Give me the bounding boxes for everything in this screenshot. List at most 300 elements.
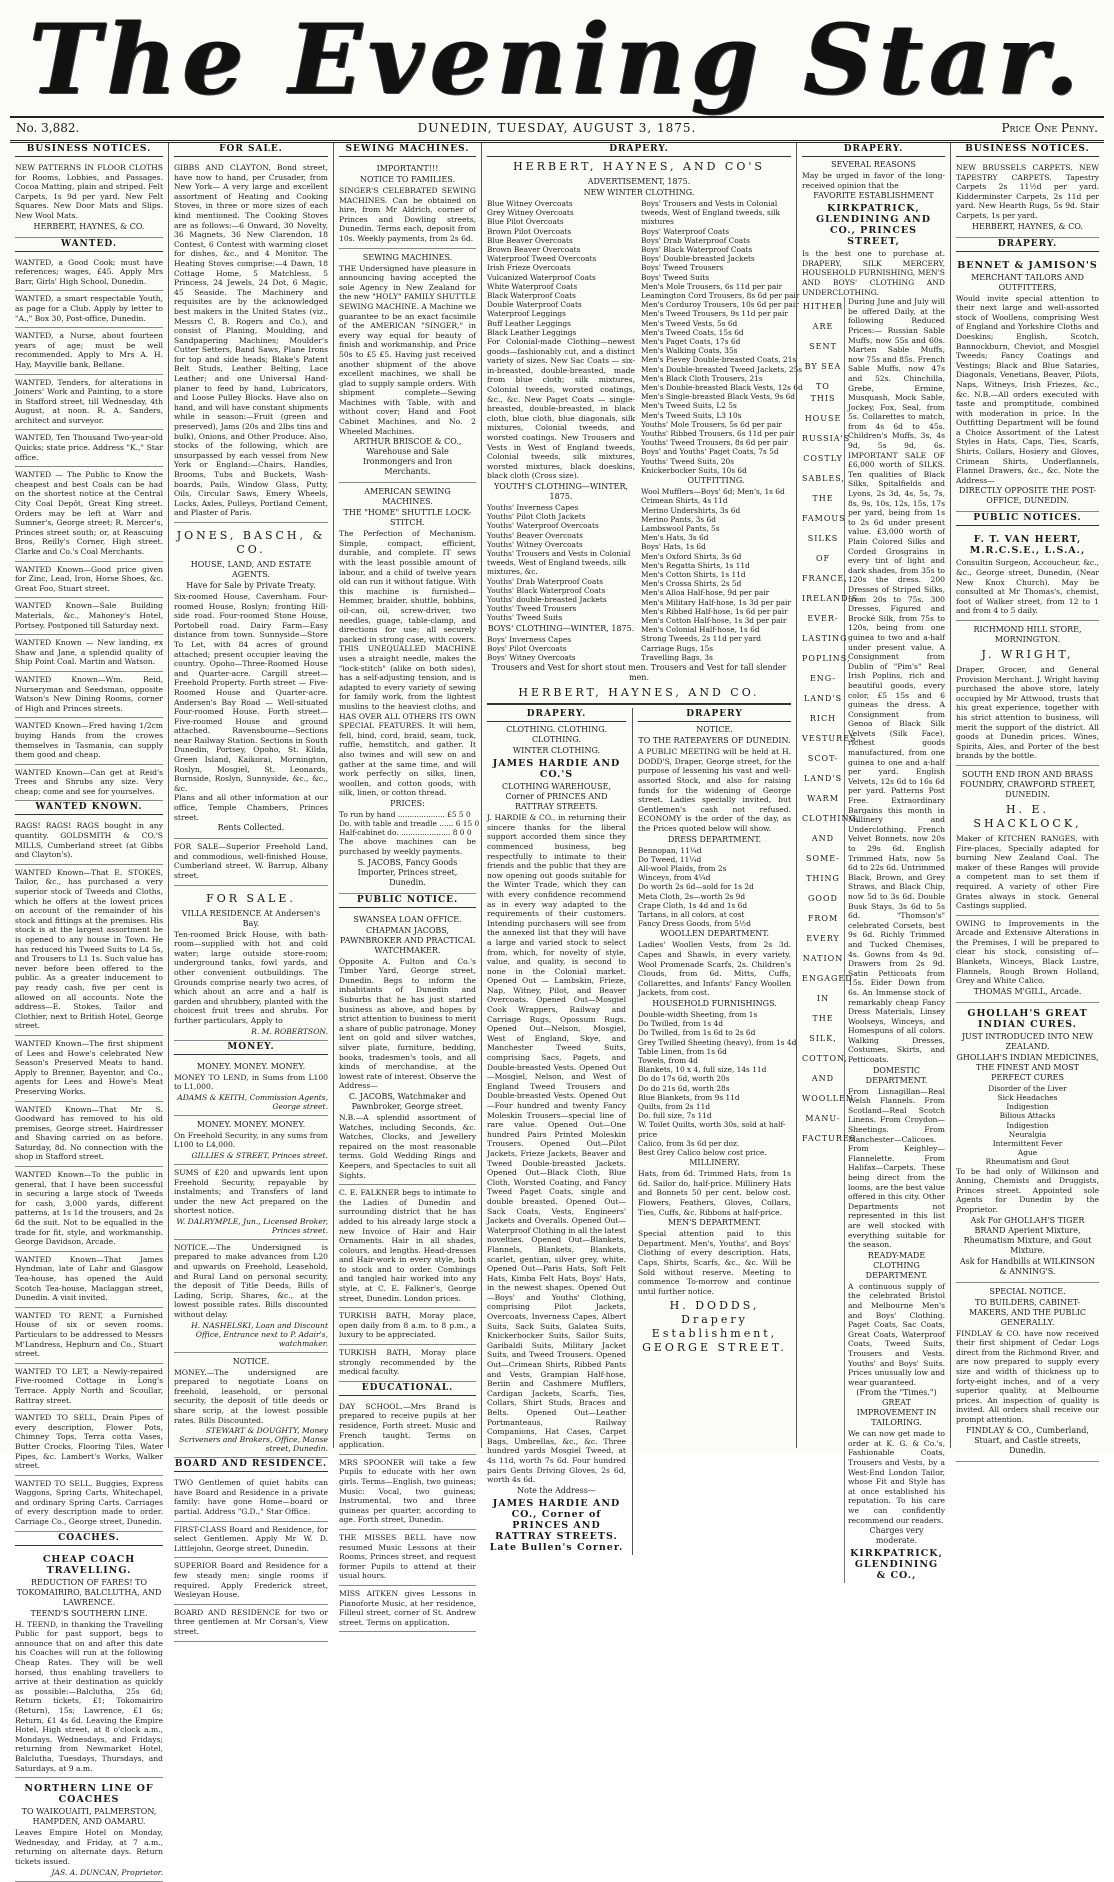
list-item: Youths' double-breasted Jackets <box>487 594 607 604</box>
ad-subtitle: BOYS' CLOTHING—WINTER, 1875. <box>487 623 635 633</box>
list-item: Men's Military Half-hose, 1s 3d per pair <box>641 597 791 607</box>
ad-subtitle: YOUTH'S CLOTHING—WINTER, 1875. <box>493 481 629 501</box>
ad-subtitle: (From the "Times.") GREAT IMPROVEMENT IN TAILORING. <box>856 1388 937 1428</box>
ad-body: WANTED TO SELL, Drain Pipes of every description, Flower Pots, Chimney Tops, Terra cotta Vases, Butter Crocks, Flooring Tiles, Water Pipes, &c. Lambert's Works, Walker street. <box>15 1413 163 1471</box>
vertical-word: AND <box>811 1074 835 1084</box>
ad-name: KIRKPATRICK, GLENDINING AND CO., PRINCES STREET, <box>816 203 931 248</box>
ad-body: WANTED Known—Good price given for Zinc, Lead, Iron, Horse Shoes, &c. Great Foo, Stuart street. <box>15 564 163 593</box>
ad-title: NORTHERN LINE OF COACHES <box>24 1783 154 1806</box>
vertical-word: ARE <box>812 322 834 332</box>
list-item: Towels, from 4d <box>638 1055 698 1065</box>
overcoat-list <box>487 199 635 337</box>
vertical-word: COTTON, <box>802 1054 849 1064</box>
list-item: Youths' Black Waterproof Coats <box>487 585 606 595</box>
advertisement <box>15 672 163 718</box>
list-item: Intermittent Fever <box>992 1139 1063 1149</box>
advertisement <box>339 160 476 249</box>
section-heading: DRAPERY. <box>956 238 1099 252</box>
list-item: Boys' Tweed Trousers <box>641 263 724 273</box>
list-item: Grey Witney Overcoats <box>487 208 574 218</box>
ad-body: THE Undersigned have pleasure in announcing having accepted the sole Agency in New Zealand for the new "HOLY" FAMILY SHUTTLE SEWING MACHINE. A Machine we guarantee to be an exact facsimile of the AMERICAN "SINGER," in every way equal for beauty of finish and workmanship, and Price 50s to £5 £5. Having just received another shipment of the above excellent machines, we shall be glad to supply sample orders. With shipment complete—Sewing Machines with Table, with and without cover; Hand and Foot Cabinet Machines, and No. 2 Wheeled Machines. <box>339 263 476 436</box>
advertisement <box>15 1778 163 1881</box>
list-item: Youths' Pilot Cloth Jackets <box>487 512 586 522</box>
ad-body: Ten-roomed Brick House, with bath-room—supplied with hot and cold water; large outside store-room; underground tanks, fowl yards, and other convenient outbuildings. The Grounds comprise nearly two acres, of which about an acre and a half is garden and shrubbery, planted with the choicest fruit trees and shrubs. For further particulars, Apply to <box>174 929 328 1025</box>
ad-signature: FINDLAY & CO., Cumberland, Stuart, and Castle streets, Dunedin. <box>966 1425 1089 1455</box>
ad-subtitle: CLOTHING WAREHOUSE, Corner of PRINCES AND RATTRAY STREETS. <box>501 782 611 812</box>
ad-body: SINGER'S CELEBRATED SEWING MACHINES. Can be obtained on hire, from Mr Aldrich, corner of Princes and Dowling streets, Dunedin. Terms each, deposit from 10s. Weekly payments, from 2s 6d. <box>339 186 476 243</box>
section-heading: DRAPERY. <box>487 708 626 722</box>
ad-subtitle: MEN'S DEPARTMENT. <box>668 1218 761 1228</box>
vertical-word: WARM <box>807 794 839 804</box>
list-item: Irish Frieze Overcoats <box>487 263 571 273</box>
list-item: Carriage Rugs, 15s <box>641 643 714 653</box>
vertical-word: WOOLLEN <box>802 1094 854 1104</box>
divider <box>487 703 791 705</box>
ad-subtitle: Trousers and Vest for short stout men. Trousers and Vest for tall slender men. <box>491 663 787 683</box>
ad-body: From Lisnagillan—Real Welsh Flannels. From Scotland—Real Scotch Linens. From Croydon—Sheetings. From Manchester—Calicoes. From Keighley—Flannelette. From Halifax—Carpets. These being direct from the looms, are the best value offered in this city. Other Departments not represented in this list are well stocked with everything suitable for the season. <box>848 1086 945 1250</box>
list-item: Black Leather Leggings <box>487 327 577 337</box>
list-item: Indigestion <box>1006 1102 1049 1112</box>
advertisement <box>174 1522 328 1559</box>
section-heading: PUBLIC NOTICES. <box>956 512 1099 526</box>
advertisement <box>339 1530 476 1586</box>
list-item: Tartans, in all colors, at cost <box>638 909 745 919</box>
list-item: Black Waterproof Coats <box>487 291 576 301</box>
vertical-word: LAND'S <box>803 774 843 784</box>
prices-title: PRICES: <box>390 798 425 808</box>
vertical-word: ENGAGED <box>802 974 853 984</box>
ad-signature: STEWART & DOUGHTY, Money Scriveners and Brokers, Office, Manse street, Dunedin. <box>179 1426 328 1454</box>
ad-body: FINDLAY & CO. have now received their first shipment of Cedar Logs direct from the Richmond River, and are now prepared to supply every size and width of thickness up to forty-eight inches, and of a very superior quality, at Melbourne prices. An inspection of quality is invited. All orders shall receive our prompt attention. <box>956 1328 1099 1424</box>
ad-body: The above machines can be purchased by weekly payments. <box>339 837 476 857</box>
advertisement <box>15 865 163 1036</box>
list-item: Men's Colonial Half-hose, 1s 6d <box>641 625 760 635</box>
ad-signature: H. NASHELSKI, Loan and Discount Office, Entrance next to P. Adair's, watchmaker. <box>191 1320 328 1348</box>
ad-body: OWING to Improvements in the Arcade and Extensive Alterations in the Premises, I will be prepared to clear his stock, consisting of— Blankets, Winceys, Black Lustre, Flannels, Rough Brown Holland, Grey and White Calico. <box>956 918 1099 986</box>
ad-subtitle: OUTFITTING. <box>687 476 745 486</box>
advertisement <box>15 598 163 635</box>
list-item: Table Linen, from 1s 6d <box>638 1046 727 1056</box>
dress-list <box>638 846 791 929</box>
ad-body: Hats, from 6d. Trimmed Hats, from 1s 6d. Sailor do, half-price. Millinery Hats and Bonnets 50 per cent. below cost. Flowers, Feathers, Gloves, Collars, Ties, Cuffs, &c. Ribbons at half-price. <box>638 1169 791 1217</box>
advertisement <box>174 886 328 1041</box>
ad-signature: H. DODDS, Drapery Establishment, GEORGE STREET. <box>642 1299 787 1355</box>
advertisement <box>15 562 163 599</box>
ad-signature: JAS. A. DUNCAN, Proprietor. <box>51 1867 163 1877</box>
ad-signature: JAMES HARDIE AND CO., Corner of PRINCES AND RATTRAY STREETS. Late Bullen's Corner. <box>489 1497 624 1553</box>
list-item: Men's Cotton Half-hose, 1s 3d per pair <box>641 615 787 625</box>
advertisement <box>339 911 476 1185</box>
ad-title: CLOTHING. CLOTHING. CLOTHING. <box>506 725 607 745</box>
list-item: Men's Paget Coats, 17s 6d <box>641 337 741 347</box>
price-list <box>339 809 480 838</box>
vertical-word: RUSSIA'S <box>802 434 851 444</box>
ad-subtitle: TO BUILDERS, CABINET-MAKERS, AND THE PUBLIC GENERALLY. <box>969 1297 1086 1327</box>
column-3 <box>333 143 481 1627</box>
list-item: Brown Pilot Overcoats <box>487 226 572 236</box>
advertisement <box>339 1455 476 1530</box>
ad-subtitle: HOUSE, LAND, AND ESTATE AGENTS. <box>190 559 312 579</box>
advertisement <box>956 255 1099 513</box>
ad-body: C. E. FALKNER begs to intimate to the Ladies of Dunedin and surrounding district that he has added to his already large stock a new Invoice of Hair and Hair Ornaments. Hair in all shades, colours, and lengths. Head-dresses and Hair-work in every style, both to stock and to order. Combings and tangled hair worked into any style, at C. E. Falkner's, George street, Dunedin. London prices. <box>339 1188 476 1303</box>
list-item: Men's Corduroy Trousers, 10s 6d per pair <box>641 300 799 310</box>
list-item: Blue Blankets, from 9s 11d <box>638 1092 740 1102</box>
ad-body: Plans and all other information at our office, Temple Chambers, Princes street. <box>174 793 328 822</box>
advertisement <box>339 249 476 484</box>
outfitting-list <box>641 487 791 662</box>
ad-body: For Colonial-made Clothing—newest goods—fashionably cut, and a distinct variety of sizes. New Sac Coats — six-in-breasted, double-breasted, made from blue cloth; silk mixtures, Colonial tweeds, worsted coatings, &c., &c. New Paget Coats — single-breasted, double-breasted, in black cloth, blue cloth, blue diagonals, silk mixtures, Colonial tweeds, and worsted coatings. New Trousers and Vests in West of England tweeds, Colonial tweeds, silk mixtures, worsted mixtures, black doeskins, black cloth (Cross size). <box>487 337 635 481</box>
list-item: Men's Tweed Vests, 5s 6d <box>641 318 738 328</box>
section-heading: EDUCATIONAL. <box>339 1382 476 1396</box>
ad-subtitle: WOOLLEN DEPARTMENT. <box>660 929 769 939</box>
list-item: Bilious Attacks <box>999 1111 1056 1121</box>
ad-body: DAY SCHOOL.—Mrs Brand is prepared to receive pupils at her residence, Forth street. Music and French taught. Terms on application. <box>339 1401 476 1450</box>
vertical-word: EVER- <box>807 614 839 624</box>
ad-body: WANTED TO LET, a Newly-repaired Five-roomed Cottage in Long's Terrace. Apply North and Scoullar, Rattray street. <box>15 1366 163 1405</box>
ad-body: WANTED, a smart respectable Youth, as page for a Club. Apply by letter to "A.," Box 30, Post-office, Dunedin. <box>15 294 163 323</box>
list-item: Men's Pievey Double-breasted Coats, 21s <box>641 355 797 365</box>
vertical-word: OF <box>815 554 831 564</box>
ad-body: Draper, Grocer, and General Provision Merchant. J. Wright having purchased the above store, lately occupied by Mr Attwood, trusts that his great experience, together with his strict attention to business, will merit the support of the district. All goods at Dunedin prices. Wines, Spirits, Ales, and Porter of the best brands by the bottle. <box>956 665 1099 761</box>
advertisement <box>174 160 328 523</box>
advertisement <box>339 1185 476 1308</box>
ad-subtitle: DRESS DEPARTMENT. <box>667 834 762 844</box>
list-item: Quilts, from 2s 11d <box>638 1101 711 1111</box>
advertisement <box>15 635 163 672</box>
ailment-list <box>956 1084 1099 1167</box>
ad-name: JAMES HARDIE AND CO.'S <box>492 758 621 781</box>
vertical-word: COSTLY <box>803 454 843 464</box>
list-item: Do Twilled, from 1s 4d <box>638 1019 723 1029</box>
ad-subtitle: VILLA RESIDENCE At Andersen's Bay. <box>181 908 321 928</box>
vertical-word: FROM <box>807 914 839 924</box>
list-item: Do do 17s 6d, worth 20s <box>638 1074 730 1084</box>
vertical-word: RICH <box>809 714 837 724</box>
list-item: Double Waterproof Coats <box>487 300 582 310</box>
list-item: Boys' and Youths' Paget Coats, 7s 5d <box>641 447 779 457</box>
ad-subtitle: CHAPMAN JACOBS, PAWNBROKER AND PRACTICAL WATCHMAKER. <box>340 925 475 955</box>
ad-body: WANTED, Tenders, for alterations in Joiners' Work and Painting, to a store in Stafford street, till Wednesday, 4th August, at noon. R. A. Sanders, architect and surveyor. <box>15 377 163 425</box>
youths-list <box>487 503 635 623</box>
ad-body: During June and July will be offered Daily, at the following Reduced Prices:— Russian Sable Muffs, now 55s and 60s. Marten Sable Muffs, now 75s and 85s. French Sable Muffs, now 47s and 52s. Chinchilla, Grebe, Ermine, Musquash, Mock Sable, Jockey, Fox, Seal, from 5s. Collarettes to match, from 4s 6d to 45s. Children's Muffs, 3s, 4s 9d, 5s 9d, 6s. IMPORTANT SALE OF £6,000 worth of SILKS. Ten qualities of Black Silks, Spitalfields and Lyons, 2s 3d, 4s, 5s, 7s, 8s, 9s, 10s, 12s, 15s, 17s per yard, being from 1s to 2s 6d under present value. £3,000 worth of Plain Colored Silks and Corded Grosgrains in every tint of light and dark shades, from 35s to 120s the dress. 200 Dresses of Striped Silks, from 20s to 75s. 300 Dresses, Figured and Brocké Silk, from 75s to 120s, being from one guinea to two and a-half under present value. A Consignment from Dublin of "Pim's" Real Irish Poplins, rich and beautiful goods, every color, £5 15s and 6 guineas the dress. A Consignment from Genoa of Black Silk Velvets (Silk Face), richest goods manufactured, from one guinea to one and a-half per yard. English Velvets, 12s 6d to 16s 6d per yard. Patterns Post Free. Extraordinary Bargains this month in Millinery and Underclothing. French Velvet Bonnets, now 20s to 29s 6d. English Trimmed Hats, now 5s 6d to 22s 6d. Untrimmed Black, Brown, and Grey Straws, and Black Chip, now 5d to 3s 6d. Double Busk Stays, 3s 6d to 5s 6d. "Thomson's" celebrated Corsets, best 9s 6d. Richly Trimmed and Tucked Chemises, 4s. Gowns from 4s 9d. Drawers from 2s 9d. Satin Petticoats from 15s. Eider Down from 6s. An Immense stock of remarkably cheap Fancy Dress Materials, Linsey Woolseys, Winceys, and Homespuns of all colors. Walking Dresses, Costumes, Skirts, and Petticoats. <box>848 297 945 1065</box>
vertical-word: HOUSE <box>804 414 842 424</box>
list-item: Winceys, from 4¼d <box>638 873 711 883</box>
vertical-word-list <box>802 297 861 1149</box>
ad-subtitle: TO WAIKOUAITI, PALMERSTON, HAMPDEN, AND OAMARU. <box>21 1807 157 1827</box>
ad-body: Special attention paid to this Department. Men's, Youths', and Boys' Clothing of every description. Hats, Caps, Shirts, Scarfs, &c., &c. Will be Sold without reserve. Meeting to commence To-morrow and continue until further notice. <box>638 1229 791 1296</box>
vertical-word: NATION <box>802 954 844 964</box>
ad-title: MONEY. MONEY. MONEY. <box>196 1119 306 1129</box>
two-column-lists <box>487 199 803 662</box>
list-item: Buff Leather Leggings <box>487 318 571 328</box>
advertisement <box>956 1283 1099 1462</box>
left-sub-column <box>487 199 635 662</box>
list-item: Men's Black Cloth Trousers, 21s <box>641 373 763 383</box>
list-item: Boys' Double-breasted Jackets <box>641 254 755 264</box>
ad-title: SEVERAL REASONS <box>831 160 916 169</box>
ad-name: H. E. SHACKLOCK, <box>973 802 1082 830</box>
advertisement <box>15 430 163 467</box>
advertisement <box>15 160 163 238</box>
advertisement <box>956 529 1099 621</box>
section-heading: DRAPERY. <box>487 143 791 157</box>
advertisement <box>174 1165 328 1240</box>
vertical-word: MANU- <box>805 1114 841 1124</box>
ad-body: TURKISH BATH, Moray place strongly recommended by the medical faculty. <box>339 1348 476 1377</box>
columns <box>10 143 1104 1877</box>
vertical-word: SOME- <box>806 854 840 864</box>
vertical-word: SABLES, <box>802 474 846 484</box>
vertical-word: IRELAND'S <box>802 594 859 604</box>
vertical-word: FACTURES <box>802 1134 857 1144</box>
ad-body: BOARD AND RESIDENCE for two or three gentlemen at Mr Corsan's, View street. <box>174 1607 328 1636</box>
masthead <box>10 3 1104 116</box>
vertical-word: CLOTHING, <box>802 814 861 824</box>
ad-signature: S. JACOBS, Fancy Goods Importer, Princes street, Dunedin. <box>357 857 458 887</box>
ad-subtitle: MERCHANT TAILORS AND OUTFITTERS, <box>971 272 1084 292</box>
ad-title: CHEAP COACH TRAVELLING. <box>42 1553 136 1576</box>
advertisement <box>15 1364 163 1410</box>
list-item: Boys' Hats, 1s 6d <box>641 542 706 552</box>
advertisement <box>956 766 1099 916</box>
ad-body: SUMS of £20 and upwards lent upon Freehold Security, repayable by instalments; and Transfers of land under the new Act prepared on the shortest notice. <box>174 1167 328 1216</box>
ad-body: WANTED, a Good Cook; must have references; wages, £45. Apply Mrs Barr, Girls' High School, Dunedin. <box>15 257 163 286</box>
ad-subtitle: FAVORITE ESTABLISHMENT <box>813 191 934 201</box>
drapery-pair <box>487 708 797 1555</box>
list-item: Fancy Dress Goods, from 5½d <box>638 919 751 929</box>
advertisement <box>956 916 1099 1003</box>
ad-body: THE MISSES BELL have now resumed Music Lessons at their Rooms, Princes street, and request former Pupils to attend at their usual hours. <box>339 1532 476 1581</box>
ad-body: GIBBS AND CLAYTON, Bond street, have now to hand, per Crusader, from New York— A very large and excellent assortment of Heating and Cooking Stoves, in three or more sizes of each kind mentioned. The Cooking Stoves are as follows:—6 Onward, 30 Novelty, 36 Magnets, 36 New Clarendon, 18 Contest, 6 Contest with warming closet for dishes, &c., and 4 Monitor. The Heating Stoves comprise:—4 Dawn, 18 Cottage Home, 5 Matchless, 5 Princess, 24 Jewels, 24 Dot, 6 Magic, 45 Seaside. The Machinery and requisites are by the acknowledged best makers in the United States (viz., Messrs C. B. Rogers and Co.), and consist of Planing, Moulding, and Sandpapering Machines; Moulder's Cutter Setters, Band Saws, Plane Irons for top and side heads; Blake's Patent Belt Studs, Leather Belting, Lace Leather; and one Universal Hand-planer to feed by hand, Lubricators, and Loose Pulley Blocks. Have also on hand, and will have constant shipments while in season:—Fruit (green and preserved), Jams (20s and 2lbs tins and bulk), Onions, and Other Produce. Also, stocks of the following, which are unsurpassed by each vessel from New York or England:—Chairs, Handles, Brooms, Tubs and Buckets, Wash-boards, Pails, Window Glass, Putty, Oils, Circular Saws, Emery Wheels, Locks, Axles, Pulleys, Portland Cement, and Plaster of Paris. <box>174 163 328 518</box>
advertisement <box>15 1252 163 1308</box>
list-item: Boys' Tweed Suits <box>641 272 709 282</box>
list-item: All-wool Plaids, from 2s <box>638 863 727 873</box>
kirk-details <box>848 297 945 1583</box>
list-item: Sick Headaches <box>997 1093 1058 1103</box>
list-item: Men's Tweed Trousers, 9s 11d per pair <box>641 309 788 319</box>
list-item: Men's Regatta Shirts, 1s 11d <box>641 560 750 570</box>
list-item: Men's Single-breasted Black Vests, 9s 6d <box>641 392 796 402</box>
column-5 <box>796 143 950 1582</box>
advertisement <box>15 1036 163 1102</box>
advertisement <box>174 839 328 885</box>
ad-subtitle: Charges very moderate. <box>869 1526 924 1546</box>
ad-body: WANTED Known—Wm. Reid, Nurseryman and Seedsman, opposite Watson's New Dining Rooms, corner of High and Princes streets. <box>15 674 163 713</box>
ad-subtitle: REDUCTION OF FARES! TO TOKOMAIRIRO, BALCLUTHA, AND LAWRENCE. <box>16 1577 162 1607</box>
list-item: Men's Hats, 3s 6d <box>641 533 709 543</box>
list-item: Boys' Black Waterproof Coats <box>641 245 753 255</box>
advertisement <box>339 1399 476 1455</box>
advertisement <box>956 1003 1099 1283</box>
section-heading: BUSINESS NOTICES. <box>15 143 163 157</box>
ad-title: GHOLLAH'S GREAT INDIAN CURES. <box>967 1007 1088 1030</box>
section-heading: MONEY. <box>174 1041 328 1055</box>
list-item: Best Grey Calico below cost price. <box>638 1147 767 1157</box>
list-item: Men's Tweed Suits, L2 5s <box>641 401 737 411</box>
ad-body: WANTED Known—That Mr S. Goodward has removed to his old premises, George street. Hairdresser and Shaving carried on as before. Saturday, 8d. No connection with the shop in Stafford street. <box>15 1104 163 1162</box>
ad-signature: KIRKPATRICK, GLENDINING & CO., <box>850 1548 943 1582</box>
ad-body: NEW PATTERNS IN FLOOR CLOTHS for Rooms, Lobbies, and Passages. Cocoa Matting, plain and striped. Felt Carpets, 1s 9d per yard. New Felt Squares. New Door Mats and Slips. New Wool Mats. <box>15 163 163 220</box>
list-item: Merino Undershirts, 3s 6d <box>641 505 741 515</box>
ad-title: BENNET & JAMISON'S <box>957 259 1098 271</box>
ad-title: JONES, BASCH, & CO. <box>176 528 326 556</box>
ad-signature: HERBERT, HAYNES, AND CO. <box>518 686 760 700</box>
list-item: Men's Alloa Half-hose, 9d per pair <box>641 588 770 598</box>
ad-body: WANTED — The Public to Know the cheapest and best Coals can be had on the shortest notice at the Central City Coal Depôt, Great King street. Orders may be left at Warr and Sumner's, George street; R. Mercer's, Princes street south; or, at Reascuing Bros, Reilly's Corner, High street. Clarke and Co.'s Coal Merchants. <box>15 470 163 556</box>
advertisement <box>15 1476 163 1532</box>
list-item: Do Tweed, 11¼d <box>638 854 702 864</box>
list-item: Youths' Drab Waterproof Coats <box>487 576 604 586</box>
ad-body: Would invite special attention to their next large and well-assorted stock of Woollens, comprising West of England and Yorkshire Cloths and Doeskins; English, Scotch, Bannockburn, Cheviot, and Mosgiel Tweeds; Fancy Coatings and Vestings; Black and Blue Sataries, Diagonals, Venetians, Beaver, Pilots, Naps, Witneys, Irish Friezes, &c., &c. N.B.—All orders executed with taste and promptitude, combined with moderation in price. In the Outfitting Department will be found a Choice Assortment of the Latest Styles in Hats, Caps, Ties, Scarfs, Shirts, Collars, Hosiery and Gloves, Crimean Shirts, Underflannels, Flannel Drawers, &c., &c. Note the Address— <box>956 293 1099 485</box>
price-item: To run by hand .................... £5 5 0 <box>339 809 471 819</box>
list-item: Do do 21s 6d, worth 28s <box>638 1083 730 1093</box>
advertisement <box>339 1308 476 1345</box>
ad-body: To be had only of Wilkinson and Anning, Chemists and Druggists, Princes street. Appointed sole Agents for Dunedin by the Proprietor. <box>956 1166 1099 1215</box>
vertical-word: EVERY <box>806 934 840 944</box>
advertisement <box>15 467 163 561</box>
list-item: Disorder of the Liver <box>988 1083 1067 1093</box>
ad-body: MONEY.—The undersigned are prepared to negotiate Loans on freehold, leasehold, or personal security, the deposit of title deeds or share scrip, at the lowest possible rates. Bills Discounted. <box>174 1367 328 1425</box>
advertisement <box>956 160 1099 238</box>
list-item: Brown Beaver Overcoats <box>487 245 581 255</box>
ad-body: WANTED Known — New landing, ex Shaw and Jane, a splendid quality of Ship Point Coal. Martin and Watson. <box>15 638 163 667</box>
ad-subtitle: Rents Collected. <box>217 823 285 833</box>
ad-body: Maker of KITCHEN RANGES, with Fire-places, Specially adapted for burning New Zealand Coal. The maker of these Ranges will provide a competent man to set them if required. A variety of other Fire Grates always in stock. General Castings supplied. <box>956 833 1099 911</box>
advertisement <box>15 718 163 764</box>
ad-body: N.B.—A splendid assortment of Watches, including Seconds, &c. Watches, Clocks, and Jewellery repaired on the most reasonable terms. Gold Wedding Rings and Keepers, and Spectacles to suit all Sights. <box>339 1112 476 1180</box>
section-heading: COACHES. <box>15 1532 163 1546</box>
price-item: Half-cabinet do. ..................... 8 0 0 <box>339 828 472 838</box>
ad-title: RICHMOND HILL STORE, MORNINGTON. <box>973 625 1082 644</box>
list-item: Boys' Drab Waterproof Coats <box>641 235 750 245</box>
ad-subtitle: GHOLLAH'S INDIAN MEDICINES, THE FINEST AND MOST PERFECT CURES <box>956 1052 1099 1082</box>
ad-body: MRS SPOONER will take a few Pupils to educate with her own girls. Terms—English, two guineas; Music: Vocal, two guineas; Instrumental, two and three guineas per quarter, according to age. Forth street, Dunedin. <box>339 1457 476 1525</box>
list-item: Youths' Tweed Suits <box>487 613 563 623</box>
list-item: Do worth 2s 6d—sold for 1s 2d <box>638 882 754 892</box>
ad-name: J. WRIGHT, <box>981 648 1074 661</box>
ad-body: FIRST-CLASS Board and Residence, for select Gentlemen. Apply Mr W. D. Littlejohn, George street, Dunedin. <box>174 1524 328 1553</box>
ad-body: A continuous supply of the celebrated Bristol and Melbourne Men's and Boys' Clothing. Paget Coats, Sac Coats, Great Coats, Waterproof Coats, Tweed Suits, Trousers and Vests. Youths' and Boys' Suits. Prices unusually low and wear guaranteed. <box>848 1281 945 1387</box>
ad-body: WANTED Known—Can get at Reid's Trees and Shrubs any size. Very cheap; come and see for yourselves. <box>15 767 163 796</box>
advertisement <box>174 1116 328 1165</box>
ad-signature: ADAMS & KEITH, Commission Agents, George street. <box>177 1092 328 1111</box>
vertical-word: GOOD <box>808 894 838 904</box>
ad-body: WANTED Known—Fred having 1/2cm buying Hands from the crowes themselves in Tasmania, can supply them good and cheap. <box>15 721 163 760</box>
advertisement <box>15 291 163 328</box>
ad-body: The Perfection of Mechanism. Simple, compact, efficient, durable, and complete. IT sews with the least possible amount of labour, and a child of twelve years old can run it without fatigue. With this machine is furnished—Hemmer, braider, shuttle, bobbins, oil-can, oil, screw-driver, two needles, guage, table-clamp, and directions for use; all securely packed in strong case, with covers. THIS UNEQUALLED MACHINE uses a straight needle, makes the "lock-stitch" (alike on both sides), has a self-adjusting tension, and is adapted to every variety of sewing for family work, from the lightest muslins to the heaviest cloths, and HAS OVER ALL OTHERS ITS OWN SPECIAL FEATURES. It will hem, fell, bind, cord, braid, seam, tuck, ruffle, hemstitch, and gather. It also twines and will sew on and gather at the same time, and will work perfectly on silks, linen, woollen, and cotton goods, with silk, linen, or cotton thread. <box>339 529 476 798</box>
vertical-word: BY SEA <box>804 362 842 372</box>
ad-body: NEW BRUSSELS CARPETS. NEW TAPESTRY CARPETS. Tapestry Carpets 2s 11½d per yard. Kidderminster Carpets, 2s 11d per yard. New Hearth Rugs, 5s 9d. Stair Carpets, 1s per yard. <box>956 163 1099 220</box>
ad-title: AMERICAN SEWING MACHINES. <box>364 487 451 507</box>
list-item: Ague <box>1017 1148 1038 1158</box>
list-item: Men's Mole Trousers, 6s 11d per pair <box>641 281 783 291</box>
section-heading: DRAPERY <box>638 708 791 722</box>
list-item: Youths' Inverness Capes <box>487 502 579 512</box>
ad-subtitle: MILLINERY. <box>689 1158 740 1168</box>
vertical-word: FAMOUS <box>802 514 846 524</box>
price-item: Do. with table and treadle ...... 6 15 0 <box>339 819 480 829</box>
advertisement <box>15 1549 163 1779</box>
vertical-word: THE <box>812 494 834 504</box>
ad-subtitle: NEW WINTER CLOTHING. <box>583 188 695 197</box>
list-item: Boys' Inverness Capes <box>487 634 572 644</box>
list-item: Men's Oxford Shirts, 3s 6d <box>641 551 742 561</box>
ad-body: WANTED TO RENT, a Furnished House of six or seven rooms. Particulars to be addressed to Messrs M'Landress, Hepburn and Co., Stuart street. <box>15 1310 163 1359</box>
list-item: Lambswool Pants, 5s <box>641 523 720 533</box>
advertisement <box>339 483 480 893</box>
dodds-ad <box>632 708 797 1555</box>
ad-signature: HERBERT, HAYNES, & CO. <box>972 221 1083 231</box>
ad-subtitle: Note the Address— <box>517 1485 596 1495</box>
ad-body: RAGS! RAGS! RAGS bought in any quantity. GOLDSMITH & CO.'S MILLS, Cumberland street (at Gibbs and Clayton's). <box>15 821 163 860</box>
list-item: Youths' Witney Overcoats <box>487 539 583 549</box>
ad-body: Leaves Empire Hotel on Monday, Wednesday, and Friday, at 7 a.m., returning on alternate days. Return tickets issued. <box>15 1828 163 1866</box>
ad-body: MISS AITKEN gives Lessons in Pianoforte Music, at her residence, Filleul street, corner of St. Andrew street. Terms on application. <box>339 1588 476 1627</box>
boys-list <box>487 635 635 663</box>
ad-title: SEWING MACHINES. <box>362 252 453 262</box>
list-item: Knickerbocker Suits, 10s 6d <box>641 465 747 475</box>
list-item: Do. full size, 7s 11d <box>638 1111 712 1121</box>
advertisement <box>15 1102 163 1168</box>
list-item: Men's Ribbed Half-hose, 1s 6d per pair <box>641 606 788 616</box>
list-item: Calico, from 3s 6d per doz. <box>638 1138 740 1148</box>
ad-title: SWANSEA LOAN OFFICE. <box>353 914 462 924</box>
ad-title: NOTICE. <box>232 1356 270 1366</box>
ad-body: Is the best one to purchase at. DRAPERY, SILK MERCERY, HOUSEHOLD FURNISHING, MEN'S AND BOYS' CLOTHING AND UNDERCLOTHING. <box>802 249 945 297</box>
list-item: Do Twilled, from 1s 6d to 2s 6d <box>638 1028 756 1038</box>
list-item: White Waterproof Coats <box>487 281 578 291</box>
list-item: Blue Pilot Overcoats <box>487 217 564 227</box>
list-item: Youths' Trousers and Vests in Colonial tweeds, West of England tweeds, silk mixtures, &c. <box>487 548 631 577</box>
ad-body: WANTED Known—That E. STOKES, Tailor, &c., has purchased a very superior stock of Tweeds and Cloths, which he offers at the lowest prices on account of the remainder of his stock and fittings at the premises. His stock is at the largest assortment he is opened to any house in Town. He has reduced his Tweed Suits to L4 5s, and Trousers to L1 1s. Such value has never before been offered to the public. As a greater inducement to pay ready cash, five per cent is allowed on all accounts. Note the address—E. Stokes, Tailor and Clothier, next to British Hotel, George street. <box>15 867 163 1031</box>
ad-body: WANTED Known—The first shipment of Lees and Howe's celebrated New Season's Preserved Meats to hand. Apply to Brenner, Bayentor, and Co., agents for Lees and Howe's Meat Preserving Works. <box>15 1038 163 1096</box>
ad-signature: W. DALRYMPLE, Jun., Licensed Broker, Princes street. <box>176 1216 328 1235</box>
advertisement <box>15 1308 163 1364</box>
list-item: Youths' Tweed Trousers <box>487 604 577 614</box>
list-item: Blue Beaver Overcoats <box>487 235 573 245</box>
vertical-word: FRANCE, <box>802 574 848 584</box>
ad-subtitle: Ask For GHOLLAH'S TIGER BRAND Aperient Mixture, Rheumatism Mixture, and Gout Mixture. <box>963 1215 1092 1255</box>
ad-body: WANTED Known—That James Hyndman, late of Lahr and Glasgow Tea-house, has opened the Auld Scotch Tea-house, Maclaggan street, Dunedin. A visit invited. <box>15 1254 163 1303</box>
vertical-word: SILKS <box>807 534 839 544</box>
list-item: Youths' Mole Trousers, 5s 6d per pair <box>641 419 782 429</box>
ad-body: SUPERIOR Board and Residence for a few steady men; single rooms if required. Apply Frederick street, Wesleyan House. <box>174 1561 328 1600</box>
ad-title: F. T. VAN HEERT, M.R.C.S.E., L.S.A., <box>969 534 1086 557</box>
issue-date: DUNEDIN, TUESDAY, AUGUST 3, 1875. <box>417 121 697 135</box>
vertical-word: THING <box>806 874 840 884</box>
ad-body: Opposite A. Fulton and Co.'s Timber Yard, George street, Dunedin. Begs to inform the inhabitants of Dunedin and Suburbs that he has just started business as above, and hopes by strict attention to business to merit a share of public patronage. Money lent on gold and silver watches, silver plate, furniture, bedding, books, tradesmen's tools, and all kinds of merchandise, at the lowest rate of interest. Observe the Address— <box>339 956 476 1091</box>
list-item: Strong Tweeds, 2s 11d per yard <box>641 634 761 644</box>
section-heading: BOARD AND RESIDENCE. <box>174 1458 328 1472</box>
vertical-word: VESTURES, <box>802 734 860 744</box>
ad-subtitle: TEEND'S SOUTHERN LINE. <box>30 1608 148 1618</box>
ad-subtitle: WINTER CLOTHING. <box>512 746 601 756</box>
ad-body: WANTED, Ten Thousand Two-year-old Quicks; state price. Address "K.," Star office. <box>15 433 163 462</box>
vertical-word: AND <box>811 834 835 844</box>
advertisement <box>15 765 163 802</box>
vertical-word: THE <box>812 1014 834 1024</box>
column-2 <box>168 143 333 1636</box>
list-item: Waterproof Tweed Overcoats <box>487 254 597 264</box>
ad-body: Ladies' Woollen Vests, from 2s 3d. Capes and Shawls, in every variety. Wool Promenade Scarfs, 2s. Children's Clouds, from 6d. Mitts, Cuffs, Collarettes, and Infants' Fancy Woollen Jackets, from cost. <box>638 940 791 998</box>
ad-subtitle: JUST INTRODUCED INTO NEW ZEALAND. <box>961 1031 1094 1051</box>
ad-body: Consultin Surgeon, Accoucheur, &c., &c., George street, Dunedin, (Near New Knox Church). May be consulted at Mr Thomas's, chemist, foot of Walker street, from 12 to 1 and from 4 to 5 daily. <box>956 558 1099 616</box>
vertical-word: IN <box>816 994 830 1004</box>
ad-subtitle: HOUSEHOLD FURNISHINGS. <box>652 998 777 1008</box>
ad-body: NOTICE.—The Undersigned is prepared to make advances from L20 and upwards on Freehold, Leasehold, and Rural Land on personal security, the deposit of Title Deeds, Bills of Lading, Scrip, Shares, &c., at the lowest possible rates. Bills discounted without delay. <box>174 1242 328 1320</box>
list-item: Blankets, 10 x 4, full size, 14s 11d <box>638 1065 767 1075</box>
list-item: W. Toilet Quilts, worth 30s, sold at half-price <box>638 1120 786 1139</box>
